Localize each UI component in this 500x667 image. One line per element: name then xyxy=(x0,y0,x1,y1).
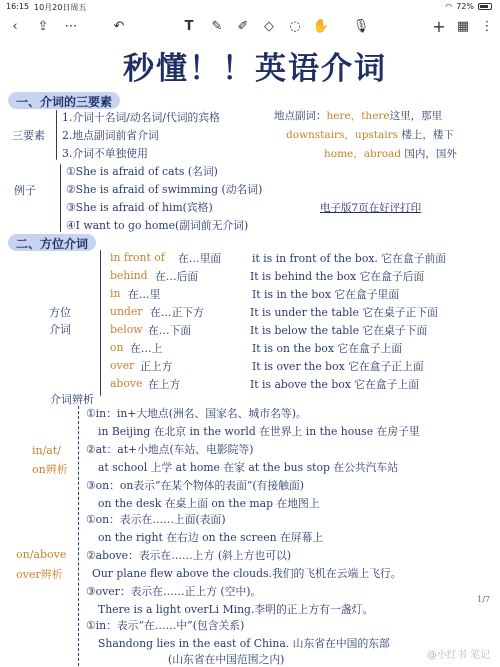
position-cn-2: 在…里 xyxy=(128,288,161,301)
battery-icon xyxy=(478,3,492,10)
section-1-header: 一、介词的三要素 xyxy=(8,92,120,109)
adverb-line-2 xyxy=(286,127,454,142)
group3-line-3: (山东省在中国范围之内) xyxy=(168,653,285,666)
position-prep-1: behind xyxy=(110,269,148,282)
sticker-icon[interactable]: ✋ xyxy=(312,19,330,34)
group2-label-b: over辨析 xyxy=(16,568,63,581)
adverb-box xyxy=(274,106,492,166)
back-chevron-icon[interactable]: ‹ xyxy=(12,19,18,34)
three-elements-label: 三要素 xyxy=(12,129,45,142)
adverb-line-1 xyxy=(274,108,442,123)
group2-brace xyxy=(78,512,79,616)
position-ex-4: It is below the table 它在桌子下面 xyxy=(250,324,428,337)
more-vertical-icon[interactable]: ⋮ xyxy=(480,19,494,34)
position-brace xyxy=(100,250,101,396)
more-dots-icon[interactable]: ⋯ xyxy=(64,19,78,34)
grid-icon[interactable]: ▦ xyxy=(456,19,470,34)
group3-line-1: ①in：表示“在……中”(包含关系) xyxy=(86,619,245,632)
adverb-tail-1: 这里，那里 xyxy=(389,110,443,122)
group2-line-5: ③over：表示在……正上方 (空中)。 xyxy=(86,585,262,598)
group2-line-2: on the right 在右边 on the screen 在屏幕上 xyxy=(98,531,324,544)
watermark: @小红书 笔记 xyxy=(426,650,490,661)
element-item-2: 2.地点副词前省介词 xyxy=(62,129,159,142)
group1-label-b: on辨析 xyxy=(32,463,68,476)
position-prep-7: above xyxy=(110,377,143,390)
eraser-icon[interactable]: ◇ xyxy=(264,19,274,34)
print-note: 电子版7页在好评打印 xyxy=(320,202,422,214)
group1-line-2: in Beijing 在北京 in the world 在世界上 in the house 在房子里 xyxy=(98,425,420,438)
position-cn-5: 在…上 xyxy=(130,342,163,355)
undo-icon[interactable]: ↶ xyxy=(113,19,125,34)
position-ex-1: It is behind the box 它在盒子后面 xyxy=(250,270,425,283)
group1-line-6: on the desk 在桌上面 on the map 在地图上 xyxy=(98,497,320,510)
group1-line-3: ②at：at+小地点(车站、电影院等) xyxy=(86,443,254,456)
battery-percent: 72% xyxy=(456,2,474,11)
share-icon[interactable]: ⇪ xyxy=(37,19,49,34)
adverb-tail-3: 国内，国外 xyxy=(404,148,457,160)
lasso-icon[interactable]: ◌ xyxy=(289,19,301,34)
page-title: 秒懂！！英语介词 xyxy=(123,51,387,87)
adverb-words-2: downstairs，upstairs xyxy=(286,129,399,141)
note-canvas[interactable] xyxy=(0,40,500,667)
examples-brace xyxy=(60,164,61,232)
group1-label-a: in/at/ xyxy=(32,444,61,457)
position-cn-3: 在…正下方 xyxy=(150,306,204,319)
wifi-icon: ◠ xyxy=(445,2,453,11)
group3-line-2: Shandong lies in the east of China. 山东省在中国的东部 xyxy=(98,637,390,650)
position-prep-4: below xyxy=(110,323,143,336)
status-date: 10月20日周五 xyxy=(34,3,87,12)
status-time: 16:15 xyxy=(6,2,30,11)
position-cn-4: 在…下面 xyxy=(148,324,192,337)
analysis-heading: 介词辨析 xyxy=(50,393,94,406)
adverb-words-1: here，there xyxy=(326,110,390,122)
status-right xyxy=(445,2,492,11)
position-cn-6: 正上方 xyxy=(140,360,173,373)
position-prep-2: in xyxy=(110,287,121,300)
adverb-prefix: 地点副词： xyxy=(274,110,327,122)
position-prep-0: in front of xyxy=(110,251,165,264)
add-icon[interactable]: + xyxy=(432,17,446,36)
example-item-3: ③She is afraid of him(宾格) xyxy=(66,201,213,214)
position-cn-0: 在…里面 xyxy=(178,252,222,265)
group1-brace xyxy=(78,406,79,510)
position-ex-2: It is in the box 它在盒子里面 xyxy=(252,288,400,301)
position-ex-7: It is above the box 它在盒子上面 xyxy=(250,378,420,391)
element-item-1: 1.介词十名词/动名词/代词的宾格 xyxy=(62,111,220,124)
position-ex-6: It is over the box 它在盒子正上面 xyxy=(252,360,424,373)
position-prep-6: over xyxy=(110,359,135,372)
group2-label-a: on/above xyxy=(16,548,67,561)
element-item-3: 3.介词不单独使用 xyxy=(62,147,148,160)
position-ex-5: It is on the box 它在盒子上面 xyxy=(252,342,403,355)
position-prep-3: under xyxy=(110,305,143,318)
group1-line-5: ③on：on表示“在某个物体的表面”(有接触面) xyxy=(86,479,305,492)
position-cn-7: 在上方 xyxy=(148,378,181,391)
position-prep-5: on xyxy=(110,341,124,354)
position-ex-0: it is in front of the box. 它在盒子前面 xyxy=(252,252,447,265)
adverb-words-3: home，abroad xyxy=(324,148,402,160)
page-total: 7 xyxy=(484,595,490,604)
example-item-4: ④I want to go home(副词前无介词) xyxy=(66,219,249,232)
position-label: 方位介词 xyxy=(49,306,71,336)
example-item-1: ①She is afraid of cats (名词) xyxy=(66,165,218,178)
three-elements-brace xyxy=(56,110,57,160)
toolbar xyxy=(0,16,500,38)
section-2-header: 二、方位介词 xyxy=(8,234,96,251)
highlighter-icon[interactable]: ✐ xyxy=(237,19,249,34)
group1-line-4: at school 上学 at home 在家 at the bus stop 在公共汽车站 xyxy=(98,461,399,474)
adverb-tail-2: 楼上，楼下 xyxy=(401,129,454,141)
group2-line-6: There is a light overLi Ming.李明的正上方有一盏灯。 xyxy=(98,603,374,616)
position-ex-3: It is under the table 它在桌子正下面 xyxy=(250,306,438,319)
position-cn-1: 在…后面 xyxy=(155,270,199,283)
group2-line-3: ②above：表示在……上方 (斜上方也可以) xyxy=(86,549,292,562)
adverb-line-3 xyxy=(324,146,457,161)
page-current: 1 xyxy=(477,595,483,604)
example-item-2: ②She is afraid of swimming (动名词) xyxy=(66,183,263,196)
pen-tool-icon[interactable]: ✎ xyxy=(211,19,223,34)
examples-label: 例子 xyxy=(14,184,36,197)
group2-line-4: Our plane flew above the clouds.我们的飞机在云端上飞行。 xyxy=(92,567,402,580)
group2-line-1: ①on：表示在……上面(表面) xyxy=(86,513,226,526)
status-bar xyxy=(0,0,500,14)
text-tool-icon[interactable]: T xyxy=(184,19,194,34)
microphone-icon[interactable]: 🎙 xyxy=(352,19,370,34)
page-indicator: 1/7 xyxy=(477,595,490,604)
group3-brace xyxy=(78,618,79,666)
group1-line-1: ①in：in+大地点(洲名、国家名、城市名等)。 xyxy=(86,407,307,420)
